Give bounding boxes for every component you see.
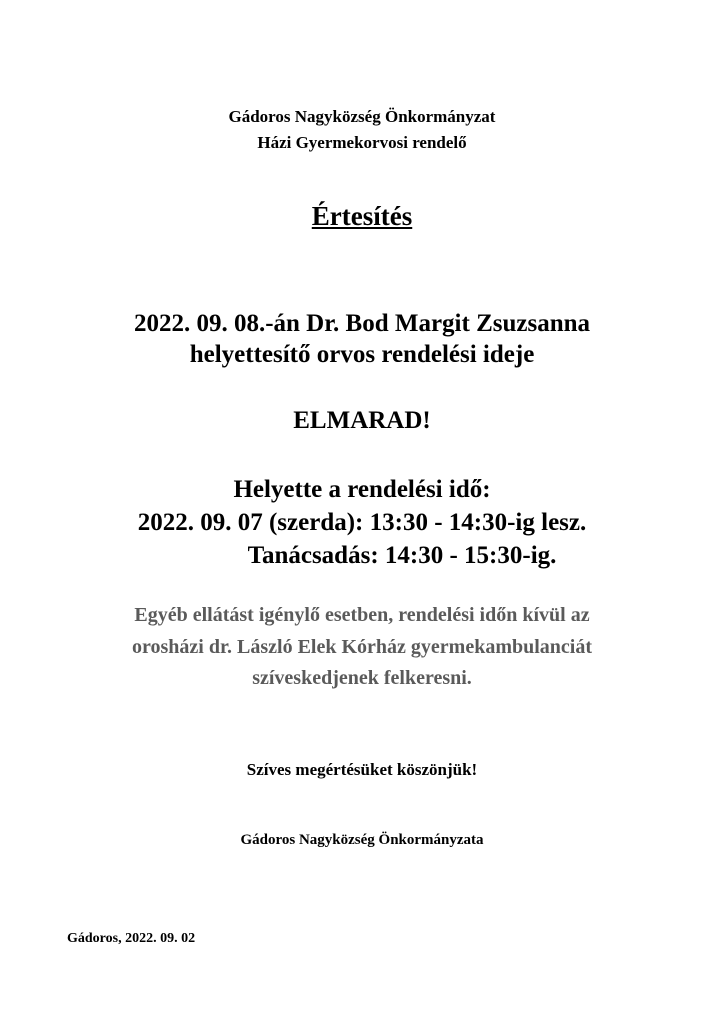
page-title: Értesítés bbox=[311, 201, 413, 231]
announcement-line-2: helyettesítő orvos rendelési ideje bbox=[189, 341, 535, 368]
other-care-line-1: Egyéb ellátást igénylő esetben, rendelési időn kívül az bbox=[134, 604, 590, 626]
thanks-text: Szíves megértésüket köszönjük! bbox=[246, 760, 478, 779]
consultation-hours: Tanácsadás: 14:30 - 15:30-ig. bbox=[247, 542, 557, 569]
signature: Gádoros Nagyközség Önkormányzata bbox=[240, 832, 484, 848]
cancelled-notice: ELMARAD! bbox=[293, 407, 431, 434]
replacement-hours: 2022. 09. 07 (szerda): 13:30 - 14:30-ig lesz. bbox=[137, 509, 587, 536]
other-care-line-2: orosházi dr. László Elek Kórház gyermekambulanciát bbox=[132, 636, 592, 658]
header-organization: Gádoros Nagyközség Önkormányzat bbox=[228, 107, 496, 126]
place-date: Gádoros, 2022. 09. 02 bbox=[67, 931, 196, 946]
other-care-line-3: szíveskedjenek felkeresni. bbox=[252, 667, 472, 689]
announcement-line-1: 2022. 09. 08.-án Dr. Bod Margit Zsuzsanna bbox=[133, 310, 591, 337]
header-office: Házi Gyermekorvosi rendelő bbox=[257, 133, 467, 152]
replacement-heading: Helyette a rendelési idő: bbox=[233, 476, 491, 503]
